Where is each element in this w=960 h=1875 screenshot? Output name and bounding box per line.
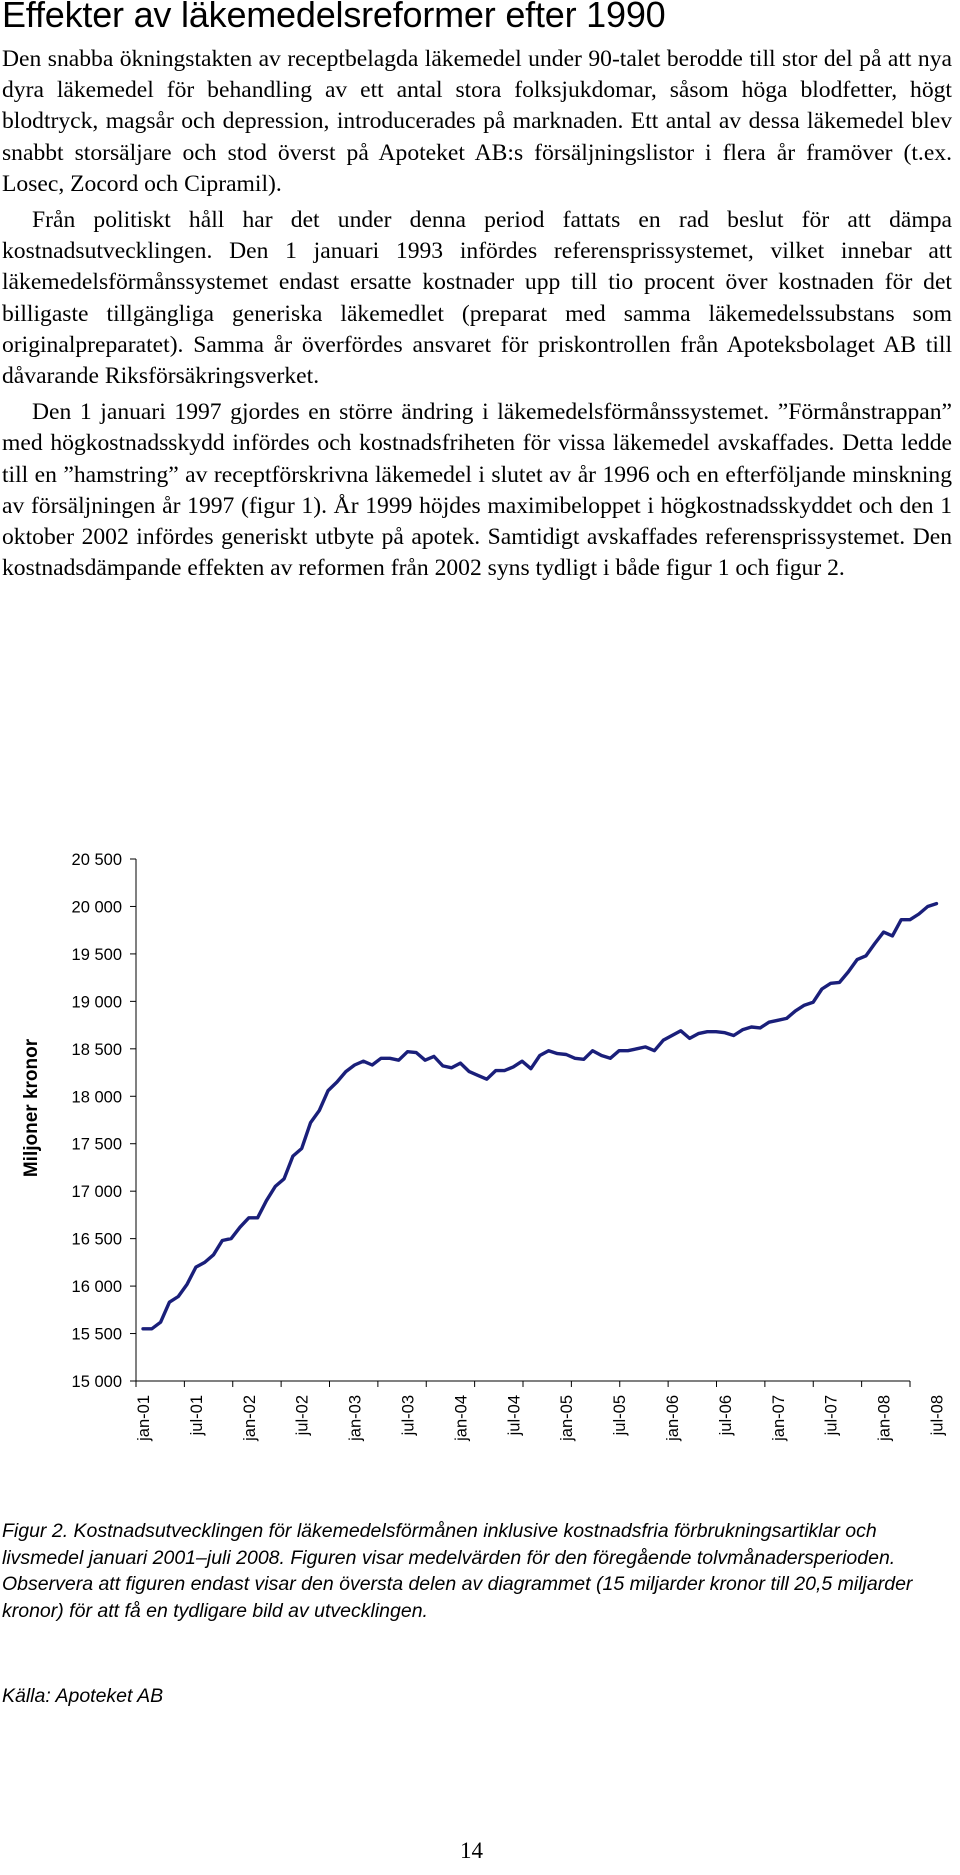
data-point (266, 1200, 267, 1201)
data-point (927, 906, 928, 907)
x-axis (135, 1381, 947, 1442)
data-point (874, 943, 875, 944)
paragraph-intro: Den snabba ökningstakten av receptbelagda läkemedel under 90-talet berodde till stor del på att nya dyra läkemedel för behandling av ett antal stora folksjukdomar, såsom höga blodfetter, högt blodtryck, magsår och depression, introducerades på marknaden. Ett antal av dessa läkemedel blev snabbt storsäljare och stod överst på Apoteket AB:s försäljningslistor i flera år framöver (t.ex. Losec, Zocord och Cipramil). (2, 46, 952, 197)
x-tick-label: jan-06 (664, 1395, 682, 1441)
data-point (680, 1030, 681, 1031)
data-point (645, 1046, 646, 1047)
data-point (231, 1238, 232, 1239)
x-tick-label: jan-08 (875, 1395, 894, 1441)
data-point (936, 903, 937, 904)
data-point (239, 1227, 240, 1228)
data-point (574, 1058, 575, 1059)
data-point (336, 1081, 337, 1082)
data-point (275, 1186, 276, 1187)
data-point (707, 1031, 708, 1032)
data-point (301, 1148, 302, 1149)
data-point (839, 982, 840, 983)
data-point (892, 935, 893, 936)
y-tick-label: 17 000 (71, 1183, 122, 1202)
data-point (804, 1005, 805, 1006)
data-point (213, 1254, 214, 1255)
data-point (222, 1240, 223, 1241)
data-point (195, 1267, 196, 1268)
y-tick-label: 15 500 (71, 1325, 122, 1344)
y-tick-label: 20 500 (71, 851, 122, 869)
data-point (345, 1071, 346, 1072)
y-tick-label: 15 000 (71, 1373, 122, 1391)
paragraph-political-decisions: Från politiskt håll har det under denna period fattats en rad beslut för att dämpa kostnadsutvecklingen. Den 1 januari 1993 infördes referensprissystemet, vilket innebar att läkemedelsförmånssystemet endast ersatte kostnader upp till tio procent över kostnaden för det billigaste tillgängliga generiska läkemedlet (preparat med samma läkemedelssubstans som originalpreparatet). Samma år överfördes ansvaret för priskontrollen från Apoteksbolaget AB till dåvarande Riksförsäkringsverket. (2, 207, 952, 390)
data-point (909, 919, 910, 920)
data-point (398, 1060, 399, 1061)
data-point (169, 1302, 170, 1303)
data-point (178, 1296, 179, 1297)
data-point (522, 1061, 523, 1062)
y-tick-label: 16 000 (71, 1278, 122, 1297)
data-point (865, 955, 866, 956)
data-point (583, 1059, 584, 1060)
x-tick-label: jul-03 (399, 1395, 418, 1436)
x-tick-label: jul-08 (928, 1395, 947, 1436)
y-tick-label: 18 500 (71, 1040, 122, 1059)
data-point (469, 1071, 470, 1072)
data-point (742, 1029, 743, 1030)
y-tick-label: 19 500 (71, 945, 122, 964)
data-point (354, 1064, 355, 1065)
data-point (901, 919, 902, 920)
data-point (328, 1090, 329, 1091)
x-tick-label: jan-07 (769, 1395, 788, 1441)
series (142, 903, 937, 1329)
data-point (610, 1058, 611, 1059)
data-point (619, 1050, 620, 1051)
data-point (636, 1048, 637, 1049)
data-point (601, 1055, 602, 1056)
data-point (310, 1122, 311, 1123)
cost-line-chart (0, 835, 960, 1455)
page-number: 14 (460, 1838, 483, 1863)
data-point (442, 1065, 443, 1066)
data-point (566, 1054, 567, 1055)
data-point (795, 1010, 796, 1011)
data-point (292, 1156, 293, 1157)
data-point (319, 1110, 320, 1111)
data-point (786, 1018, 787, 1019)
data-point (425, 1060, 426, 1061)
data-point (460, 1063, 461, 1064)
x-tick-label: jul-06 (716, 1395, 735, 1436)
data-point (407, 1051, 408, 1052)
data-point (451, 1067, 452, 1068)
data-point (663, 1040, 664, 1041)
data-point (187, 1284, 188, 1285)
data-point (821, 988, 822, 989)
data-point (689, 1038, 690, 1039)
data-point (777, 1020, 778, 1021)
section-title: Effekter av läkemedelsreformer efter 1990 (2, 0, 666, 35)
figure-caption: Figur 2. Kostnadsutvecklingen för läkemedelsförmånen inklusive kostnadsfria förbrukningsartiklar och livsmedel januari 2001–juli 2008. Figuren visar medelvärden för den föregående tolvmånadersperioden. Observera att figuren endast visar den översta delen av diagrammet (15 miljarder kronor till 20,5 miljarder kronor) för att få en tydligare bild av utvecklingen. (2, 1520, 913, 1622)
x-tick-label: jul-04 (505, 1395, 524, 1436)
data-point (671, 1035, 672, 1036)
data-point (768, 1022, 769, 1023)
data-point (539, 1055, 540, 1056)
data-point (592, 1050, 593, 1051)
figure-source: Källa: Apoteket AB (2, 1685, 164, 1707)
x-tick-label: jan-04 (452, 1395, 471, 1441)
y-axis-label: Miljoner kronor (21, 1038, 42, 1178)
series-line (143, 904, 937, 1329)
x-tick-label: jul-07 (822, 1395, 841, 1436)
data-point (204, 1262, 205, 1263)
data-point (548, 1050, 549, 1051)
data-point (433, 1056, 434, 1057)
x-tick-label: jan-05 (558, 1395, 577, 1441)
data-point (504, 1070, 505, 1071)
y-tick-label: 18 000 (71, 1088, 122, 1107)
y-tick-label: 20 000 (71, 898, 122, 917)
data-point (813, 1002, 814, 1003)
data-point (380, 1058, 381, 1059)
body-text (2, 44, 952, 589)
data-point (248, 1217, 249, 1218)
data-point (830, 983, 831, 984)
data-point (918, 913, 919, 914)
y-axis (72, 851, 136, 1391)
data-point (857, 959, 858, 960)
data-point (848, 971, 849, 972)
data-point (477, 1075, 478, 1076)
data-point (716, 1031, 717, 1032)
data-point (389, 1058, 390, 1059)
data-point (883, 932, 884, 933)
data-point (654, 1050, 655, 1051)
data-point (557, 1053, 558, 1054)
x-tick-label: jan-01 (135, 1395, 153, 1441)
data-point (530, 1068, 531, 1069)
x-tick-label: jan-02 (240, 1395, 259, 1441)
data-point (724, 1032, 725, 1033)
x-tick-label: jul-05 (611, 1395, 630, 1436)
data-point (513, 1066, 514, 1067)
data-point (760, 1027, 761, 1028)
data-point (257, 1217, 258, 1218)
data-point (363, 1061, 364, 1062)
data-point (486, 1079, 487, 1080)
data-point (698, 1033, 699, 1034)
data-point (733, 1035, 734, 1036)
data-point (416, 1052, 417, 1053)
data-point (372, 1064, 373, 1065)
x-tick-label: jul-01 (187, 1395, 206, 1436)
data-point (495, 1070, 496, 1071)
y-tick-label: 19 000 (71, 993, 122, 1012)
data-point (160, 1322, 161, 1323)
x-tick-label: jul-02 (293, 1395, 312, 1436)
data-point (751, 1026, 752, 1027)
y-tick-label: 16 500 (71, 1230, 122, 1249)
x-tick-label: jan-03 (346, 1395, 365, 1441)
data-point (627, 1050, 628, 1051)
y-tick-label: 17 500 (71, 1135, 122, 1154)
data-point (142, 1328, 143, 1329)
paragraph-1997-reform: Den 1 januari 1997 gjordes en större ändring i läkemedelsförmånssystemet. ”Förmånstrappan” med högkostnadsskydd infördes och kostnadsfriheten för vissa läkemedel avskaffades. Detta ledde till en ”hamstring” av receptförskrivna läkemedel i slutet av år 1996 och en efterföljande minskning av försäljningen år 1997 (figur 1). År 1999 höjdes maximibeloppet i högkostnadsskyddet och den 1 oktober 2002 infördes generiskt utbyte på apotek. Samtidigt avskaffades referensprissystemet. Den kostnadsdämpande effekten av reformen från 2002 syns tydligt i både figur 1 och figur 2. (2, 399, 952, 582)
data-point (284, 1178, 285, 1179)
data-point (151, 1328, 152, 1329)
